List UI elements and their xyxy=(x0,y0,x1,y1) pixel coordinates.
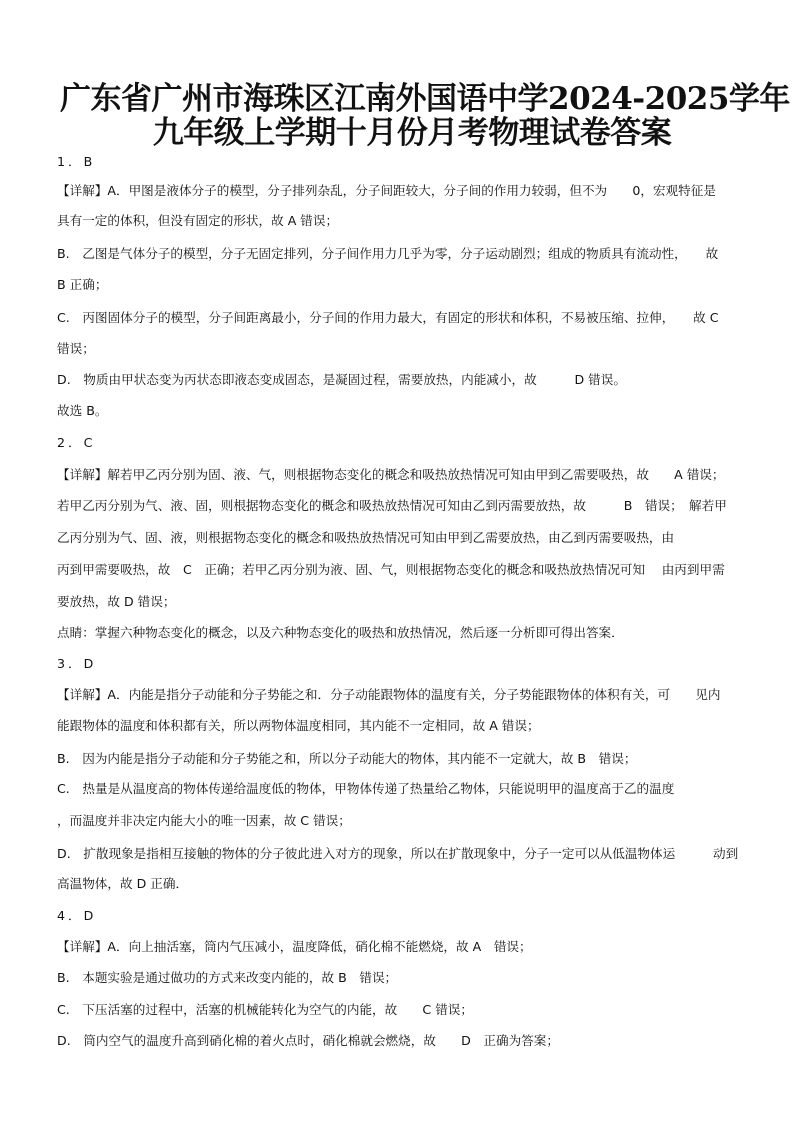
answer-line: ，而温度并非决定内能大小的唯一因素，故 C 错误； xyxy=(57,813,351,828)
answer-line: B 正确； xyxy=(57,277,108,292)
answer-line: C. 热量是从温度高的物体传递给温度低的物体，甲物体传递了热量给乙物体，只能说明甲的温度高于乙的温度 xyxy=(57,781,675,796)
answer-line: 点睛：掌握六种物态变化的概念，以及六种物态变化的吸热和放热情况，然后逐一分析即可得出答案． xyxy=(57,625,624,640)
answer-line: B. 本题实验是通过做功的方式来改变内能的，故 B 错误； xyxy=(57,970,398,985)
answer-line: 【详解】A．甲图是液体分子的模型，分子排列杂乱，分子间距较大，分子间的作用力较弱，但不为 0，宏观特征是 xyxy=(57,183,716,198)
answer-line: B. 乙图是气体分子的模型，分子无固定排列，分子间作用力几乎为零，分子运动剧烈；组成的物质具有流动性， 故 xyxy=(57,246,719,261)
document-title-line-2: 九年级上学期十月份月考物理试卷答案 xyxy=(152,115,672,151)
answer-line: 能跟物体的温度和体积都有关，所以两物体温度相同，其内能不一定相同，故 A 错误； xyxy=(57,718,540,733)
answer-line: C. 下压活塞的过程中，活塞的机械能转化为空气的内能，故 C 错误； xyxy=(57,1002,473,1017)
answer-line: D. 物质由甲状态变为丙状态即液态变成固态，是凝固过程，需要放热，内能减小，故 D 错误。 xyxy=(57,372,626,387)
answer-line: D. 筒内空气的温度升高到硝化棉的着火点时，硝化棉就会燃烧，故 D 正确为答案； xyxy=(57,1033,559,1048)
question-number: 3．D xyxy=(57,656,97,671)
answer-line: 【详解】解若甲乙丙分别为固、液、气，则根据物态变化的概念和吸热放热情况可知由甲到乙需要吸热，故 A 错误； xyxy=(57,467,725,482)
answer-line: 【详解】A．内能是指分子动能和分子势能之和．分子动能跟物体的温度有关，分子势能跟物体的体积有关，可 见内 xyxy=(57,687,721,702)
document-title-line-1: 广东省广州市海珠区江南外国语中学2024-2025学年 xyxy=(60,81,790,117)
answer-line: 高温物体，故 D 正确． xyxy=(57,876,189,891)
answer-line: 要放热，故 D 错误； xyxy=(57,594,176,609)
answer-line: B. 因为内能是指分子动能和分子势能之和，所以分子动能大的物体，其内能不一定就大，故 B 错误； xyxy=(57,751,637,766)
answer-line: D. 扩散现象是指相互接触的物体的分子彼此进入对方的现象，所以在扩散现象中，分子一定可以从低温物体运 动到 xyxy=(57,846,739,861)
answer-line: 丙到甲需要吸热，故 C 正确；若甲乙丙分别为液、固、气，则根据物态变化的概念和吸热放热情况可知 由丙到甲需 xyxy=(57,562,725,577)
answer-line: C. 丙图固体分子的模型，分子间距离最小，分子间的作用力最大，有固定的形状和体积，不易被压缩、拉伸， 故 C xyxy=(57,310,719,325)
answer-line: 【详解】A．向上抽活塞，筒内气压减小，温度降低，硝化棉不能燃烧，故 A 错误； xyxy=(57,939,532,954)
answer-line: 具有一定的体积，但没有固定的形状，故 A 错误； xyxy=(57,213,339,228)
question-number: 2．C xyxy=(57,435,96,450)
answer-line: 乙丙分别为气、固、液，则根据物态变化的概念和吸热放热情况可知由甲到乙需要放热，由乙到丙需要吸热，由 xyxy=(57,530,675,545)
answer-line: 故选 B。 xyxy=(57,403,108,418)
answer-line: 错误； xyxy=(57,341,95,356)
answer-line: 若甲乙丙分别为气、液、固，则根据物态变化的概念和吸热放热情况可知由乙到丙需要放热，故 B 错误； 解若甲 xyxy=(57,498,727,513)
question-number: 1．B xyxy=(57,154,96,169)
question-number: 4．D xyxy=(57,908,97,923)
